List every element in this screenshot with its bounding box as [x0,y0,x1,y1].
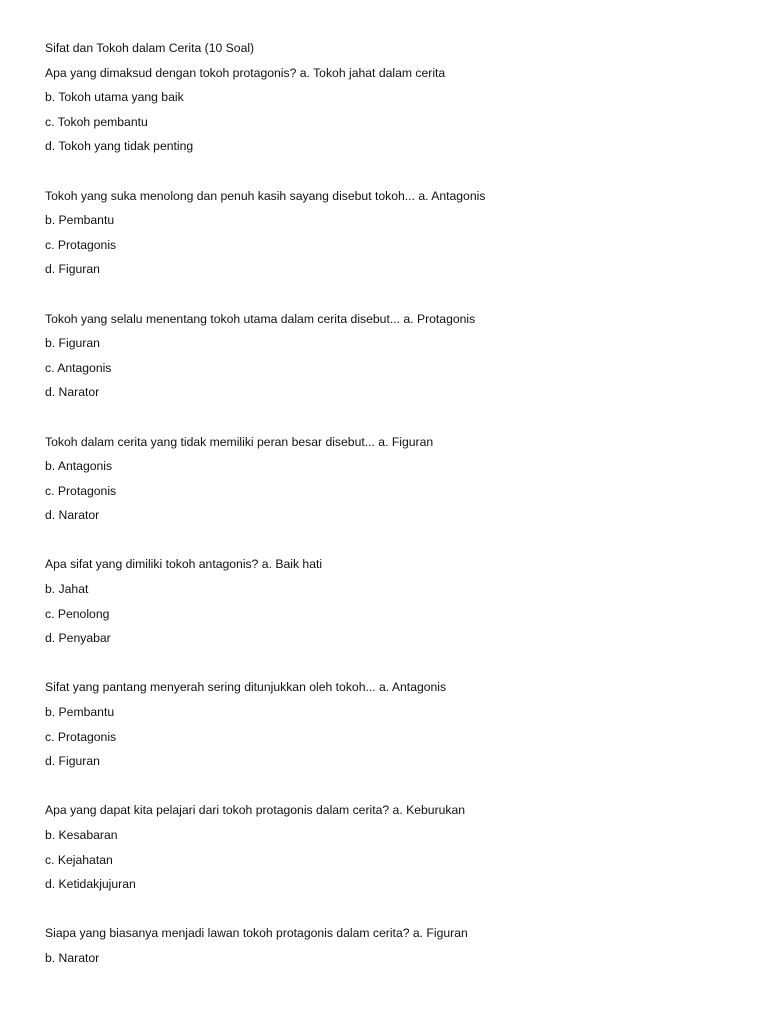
answer-option: c. Protagonis [45,483,117,498]
answer-option: d. Narator [45,508,100,523]
question-stem: Apa yang dapat kita pelajari dari tokoh protagonis dalam cerita? a. Keburukan [45,803,466,818]
question-4 [45,430,735,528]
question-stem: Siapa yang biasanya menjadi lawan tokoh protagonis dalam cerita? a. Figuran [45,926,468,941]
answer-option: d. Penyabar [45,631,111,646]
paragraph-spacer [45,897,735,922]
answer-option: b. Pembantu [45,213,115,228]
question-5 [45,552,735,650]
answer-option: c. Kejahatan [45,852,113,867]
document-title: Sifat dan Tokoh dalam Cerita (10 Soal) [45,41,255,55]
question-2 [45,184,735,282]
answer-option: d. Tokoh yang tidak penting [45,139,194,154]
answer-option: c. Tokoh pembantu [45,114,148,129]
question-1 [45,61,735,159]
question-3 [45,307,735,405]
answer-option: b. Jahat [45,582,89,597]
question-6 [45,675,735,773]
paragraph-spacer [45,528,735,553]
question-stem: Apa sifat yang dimiliki tokoh antagonis? a. Baik hati [45,557,323,572]
answer-option: c. Protagonis [45,729,117,744]
question-stem: Apa yang dimaksud dengan tokoh protagonis? a. Tokoh jahat dalam cerita [45,65,446,80]
question-stem: Tokoh dalam cerita yang tidak memiliki peran besar disebut... a. Figuran [45,434,434,449]
question-8 [45,921,735,970]
answer-option: b. Tokoh utama yang baik [45,90,184,105]
answer-option: d. Figuran [45,262,100,277]
question-7 [45,798,735,896]
answer-option: b. Antagonis [45,459,113,474]
answer-option: d. Ketidakjujuran [45,877,136,892]
question-stem: Sifat yang pantang menyerah sering ditunjukkan oleh tokoh... a. Antagonis [45,680,447,695]
answer-option: b. Narator [45,950,100,965]
answer-option: d. Figuran [45,754,100,769]
paragraph-spacer [45,159,735,184]
document-page [45,36,735,971]
question-stem: Tokoh yang suka menolong dan penuh kasih sayang disebut tokoh... a. Antagonis [45,188,486,203]
answer-option: c. Penolong [45,606,110,621]
paragraph-spacer [45,405,735,430]
paragraph-spacer [45,774,735,799]
question-stem: Tokoh yang selalu menentang tokoh utama dalam cerita disebut... a. Protagonis [45,311,476,326]
answer-option: d. Narator [45,385,100,400]
answer-option: b. Figuran [45,336,100,351]
answer-option: b. Pembantu [45,705,115,720]
paragraph-spacer [45,282,735,307]
answer-option: c. Protagonis [45,237,117,252]
paragraph-spacer [45,651,735,676]
answer-option: b. Kesabaran [45,828,118,842]
answer-option: c. Antagonis [45,360,112,375]
